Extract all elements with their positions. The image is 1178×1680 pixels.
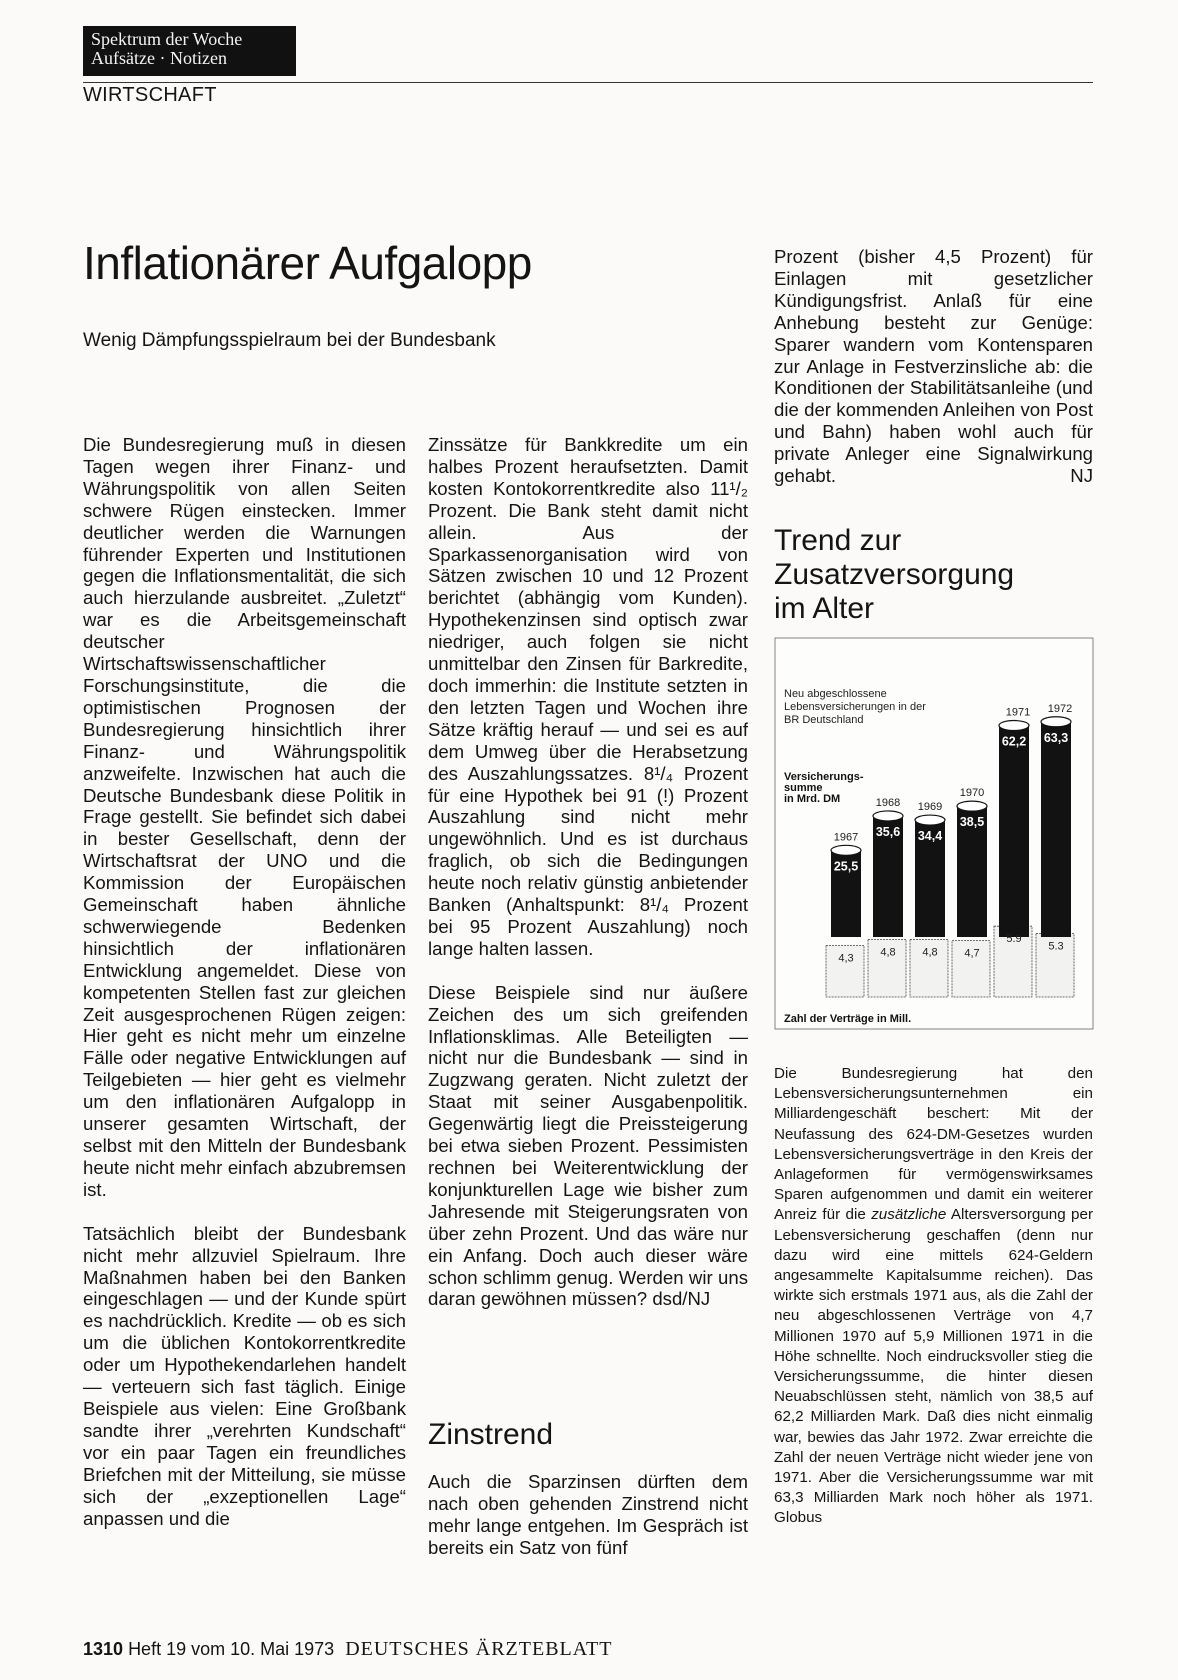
count-value-label: 5.3: [1048, 940, 1064, 953]
magazine-name: DEUTSCHES ÄRZTEBLATT: [345, 1638, 613, 1660]
count-value-label: 4,3: [838, 952, 854, 965]
trend-text-1: Die Bundesregierung hat den Lebensversicherungsunternehmen ein Milliardengeschäft beschert: Mit der Neufassung des 624-DM-Gesetzes wurden Lebensversicherungsverträge in den Kreis der Anlageformen für vermögenswirksames Sparen aufgenommen und damit ein weiterer Anreiz für die: [774, 1065, 1093, 1224]
article-column-2: [428, 434, 748, 1310]
sum-value-label: 62,2: [1001, 734, 1027, 749]
year-label: 1969: [917, 801, 943, 814]
rubric-line-2: Aufsätze · Notizen: [91, 48, 227, 68]
sum-bar-cap: [915, 815, 945, 825]
sum-value-label: 63,3: [1043, 730, 1069, 745]
sum-bar-cap: [873, 811, 903, 821]
page-number: 1310: [83, 1639, 124, 1659]
count-value-label: 5.9: [1006, 933, 1022, 946]
sum-bar: [1041, 722, 1071, 937]
paragraph: [774, 246, 1093, 487]
rubric-line-1: Spektrum der Woche: [91, 29, 243, 49]
header-rule: [83, 82, 1093, 83]
paragraph-text: Diese Beispiele sind nur äußere Zeichen des um sich greifenden Inflationsklimas. Alle Beteiligten — nicht nur die Bundesbank — sind in Zugzwang geraten. Nicht zuletzt der Staat mit seiner Ausgabenpolitik. Gegenwärtig liegt die Preissteigerung bei etwa sieben Prozent. Pessimisten rechnen bei Weiterentwicklung der konjunkturellen Lage wie bisher zum Jahresende mit Steigerungsraten von über zehn Prozent. Und das wäre nur ein Anfang. Doch auch dieser wäre schon schlimm genug. Werden wir uns daran gewöhnen müssen?: [428, 981, 748, 1310]
author-signature: dsd/NJ: [652, 1288, 711, 1310]
year-label: 1968: [875, 796, 901, 809]
sum-bar: [999, 726, 1029, 937]
trend-text-2: Altersversorgung per Lebensversicherung geschaffen (denn nur dazu wird eine mittels 624-Geldern angesammelte Kapitalsumme reichen). Das wirkte sich erstmals 1971 aus, als die Zahl der neu abgeschlossenen Verträge von 4,7 Millionen 1970 auf 5,9 Millionen 1971 in die Höhe schnellte. Noch eindrucksvoller stieg die Versicherungssumme, die hinter diesen Neuabschlüssen steht, nämlich von 38,5 auf 62,2 Milliarden Mark. Daß dies nicht einmalig war, bewies das Jahr 1972. Zwar erreichte die Zahl der neuen Verträge nicht wieder jene von 1971. Aber die Versicherungssumme war mit 63,3 Milliarden Mark noch höher als 1971. Globus: [774, 1206, 1094, 1527]
article-title: Inflationärer Aufgalopp: [83, 237, 532, 289]
trend-heading-line-3: im Alter: [774, 592, 875, 625]
year-label: 1971: [1005, 706, 1031, 719]
sum-value-label: 35,6: [875, 824, 901, 839]
sum-value-label: 38,5: [959, 815, 985, 830]
sum-bar-cap: [831, 845, 861, 855]
year-label: 1970: [959, 787, 985, 800]
count-value-label: 4,8: [922, 946, 938, 959]
paragraph: Tatsächlich bleibt der Bundesbank nicht mehr allzuviel Spielraum. Ihre Maßnahmen haben bei den Banken eingeschlagen — und der Kunde spürt es nachdrücklich. Kredite — ob es sich um die üblichen Kontokorrentkredite oder um Hypothekendarlehen handelt — verteuern sich fast täglich. Einige Beispiele aus vielen: Eine Großbank sandte ihrer „verehrten Kundschaft“ vor ein paar Tagen ein freundliches Briefchen mit der Mitteilung, sie müsse sich der „exzeptionellen Lage“ anpassen und die: [83, 1222, 406, 1529]
trend-text-emphasis: zusätzliche: [871, 1206, 947, 1224]
paragraph: Die Bundesregierung muß in diesen Tagen wegen ihrer Finanz- und Währungspolitik von allen Seiten schwere Rügen einstecken. Immer deutlicher werden die Warnungen führender Experten und Institutionen gegen die Inflationsmentalität, die sich auch hierzulande ausbreitet. „Zuletzt“ war es die Arbeitsgemeinschaft deutscher Wirtschaftswissenschaftlicher Forschungsinstitute, die die optimistischen Prognosen der Bundesregierung hinsichtlich ihrer Finanz- und Währungspolitik anzweifelte. Inzwischen hat auch die Deutsche Bundesbank diese Politik in Frage gestellt. Sie befindet sich dabei in bester Gesellschaft, denn der Wirtschaftsrat der UNO und die Kommission der Europäischen Gemeinschaft haben ähnliche schwerwiegende Bedenken hinsichtlich der inflationären Entwicklung angemeldet. Diese von kompetenten Stellen fast zur gleichen Zeit ausgesprochenen Rügen zeigen: Hier geht es nicht mehr um einzelne Fälle oder negative Entwicklungen auf Teilgebieten — hier geht es vielmehr um den inflationären Aufgalopp in unserer gesamten Wirtschaft, der selbst mit den Mitteln der Bundesbank heute nicht mehr einfach abzubremsen ist.: [83, 434, 406, 1200]
author-signature: NJ: [1070, 465, 1093, 487]
paragraph-text: Prozent (bisher 4,5 Prozent) für Einlagen mit gesetzlicher Kündigungsfrist. Anlaß für eine Anhebung besteht zur Genüge: Sparer wandern vom Kontensparen zur Anlage in Festverzinsliche ab: die Konditionen der Stabilitätsanleihe (und die der kommenden Anleihen von Post und Bahn) haben wohl auch für private Anleger eine Signalwirkung gehabt.: [774, 246, 1093, 487]
issue-info: Heft 19 vom 10. Mai 1973: [128, 1639, 335, 1659]
zinstrend-heading: Zinstrend: [428, 1418, 554, 1451]
trend-heading-line-1: Trend zur: [774, 524, 902, 557]
trend-article-body: [774, 1064, 1093, 1529]
insurance-chart: [774, 637, 1094, 1030]
count-value-label: 4,7: [964, 947, 980, 960]
chart-xlabel: Zahl der Verträge in Mill.: [784, 1013, 912, 1025]
paragraph: Auch die Sparzinsen dürften dem nach oben gehenden Zinstrend nicht mehr lange entgehen. Im Gespräch ist bereits ein Satz von fünf: [428, 1471, 748, 1558]
paragraph: [428, 982, 748, 1311]
page-footer: [83, 1638, 612, 1661]
sum-value-label: 25,5: [833, 859, 859, 874]
sum-value-label: 34,4: [917, 829, 943, 844]
article-subtitle: Wenig Dämpfungsspielraum bei der Bundesbank: [83, 330, 496, 351]
year-label: 1972: [1047, 702, 1073, 715]
paragraph: Zinssätze für Bankkredite um ein halbes Prozent heraufsetzten. Damit kosten Kontokorrentkredite also 11¹/₂ Prozent. Die Bank steht damit nicht allein. Aus der Sparkassenorganisation wird von Sätzen zwischen 10 und 12 Prozent berichtet (abhängig vom Kunden). Hypothekenzinsen sind optisch zwar niedriger, auch folgen sie nicht unmittelbar den Zinsen für Barkredite, doch immerhin: die Institute setzten in den letzten Tagen und Wochen ihre Sätze kräftig herauf — und sei es auf dem Umweg über die Herabsetzung des Auszahlungssatzes. 8¹/₄ Prozent für eine Hypothek bei 91 (!) Prozent Auszahlung sind nicht mehr ungewöhnlich. Und es ist durchaus fraglich, ob sich die Bedingungen heute noch relativ günstig anbietender Banken (Anhaltspunkt: 8¹/₄ Prozent bei 95 Prozent Auszahlung) noch lange halten lassen.: [428, 434, 748, 959]
trend-heading-line-2: Zusatzversorgung: [774, 558, 1015, 591]
article-column-1: [83, 434, 406, 1529]
sum-bar-cap: [957, 801, 987, 811]
chart-ylabel: Versicherungs- summe in Mrd. DM: [784, 771, 864, 805]
sum-bar-cap: [1041, 717, 1071, 727]
article-column-3: [774, 246, 1093, 487]
rubric-badge: [83, 26, 296, 76]
section-label: WIRTSCHAFT: [83, 84, 217, 106]
chart-title: Neu abgeschlossene Lebensversicherungen in der BR Deutschland: [784, 688, 926, 726]
sum-bar-cap: [999, 721, 1029, 731]
trend-heading: [774, 524, 1014, 626]
year-label: 1967: [833, 831, 859, 844]
count-value-label: 4,8: [880, 946, 896, 959]
zinstrend-column-2: [428, 1471, 748, 1559]
